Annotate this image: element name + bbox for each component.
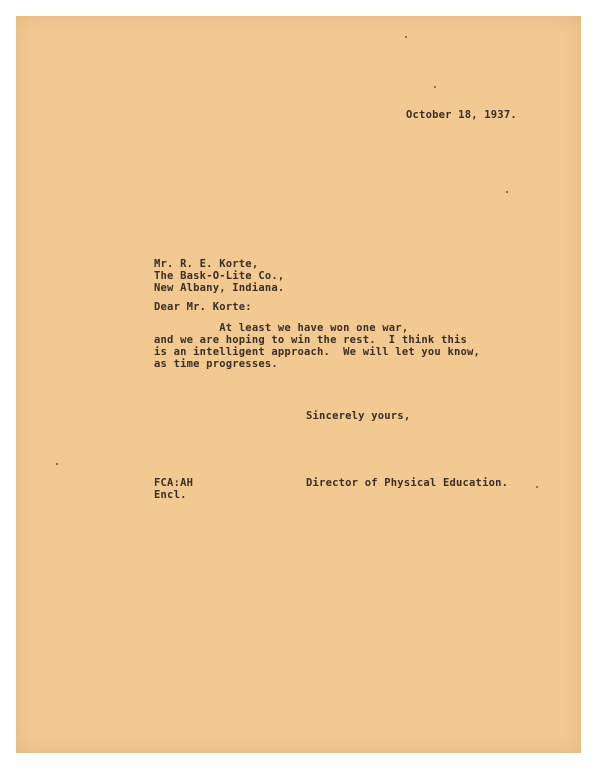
body-line: At least we have won one war, [154,322,409,334]
paper-speck [56,463,58,465]
paper-speck [405,36,407,38]
paper-speck [506,191,508,193]
address-line: New Albany, Indiana. [154,282,285,294]
signature-title: Director of Physical Education. [306,477,509,489]
letter-page [16,16,581,753]
letter-date: October 18, 1937. [406,109,517,121]
typist-initials: FCA:AH [154,477,194,489]
closing: Sincerely yours, [306,410,411,422]
paper-speck [536,486,538,488]
body-line: and we are hoping to win the rest. I think this [154,334,468,346]
address-line: The Bask-O-Lite Co., [154,270,285,282]
salutation: Dear Mr. Korte: [154,301,252,313]
body-line: is an intelligent approach. We will let you know, [154,346,481,358]
address-line: Mr. R. E. Korte, [154,258,259,270]
body-line: as time progresses. [154,358,278,370]
paper-speck [434,86,436,88]
enclosure-note: Encl. [154,489,187,501]
